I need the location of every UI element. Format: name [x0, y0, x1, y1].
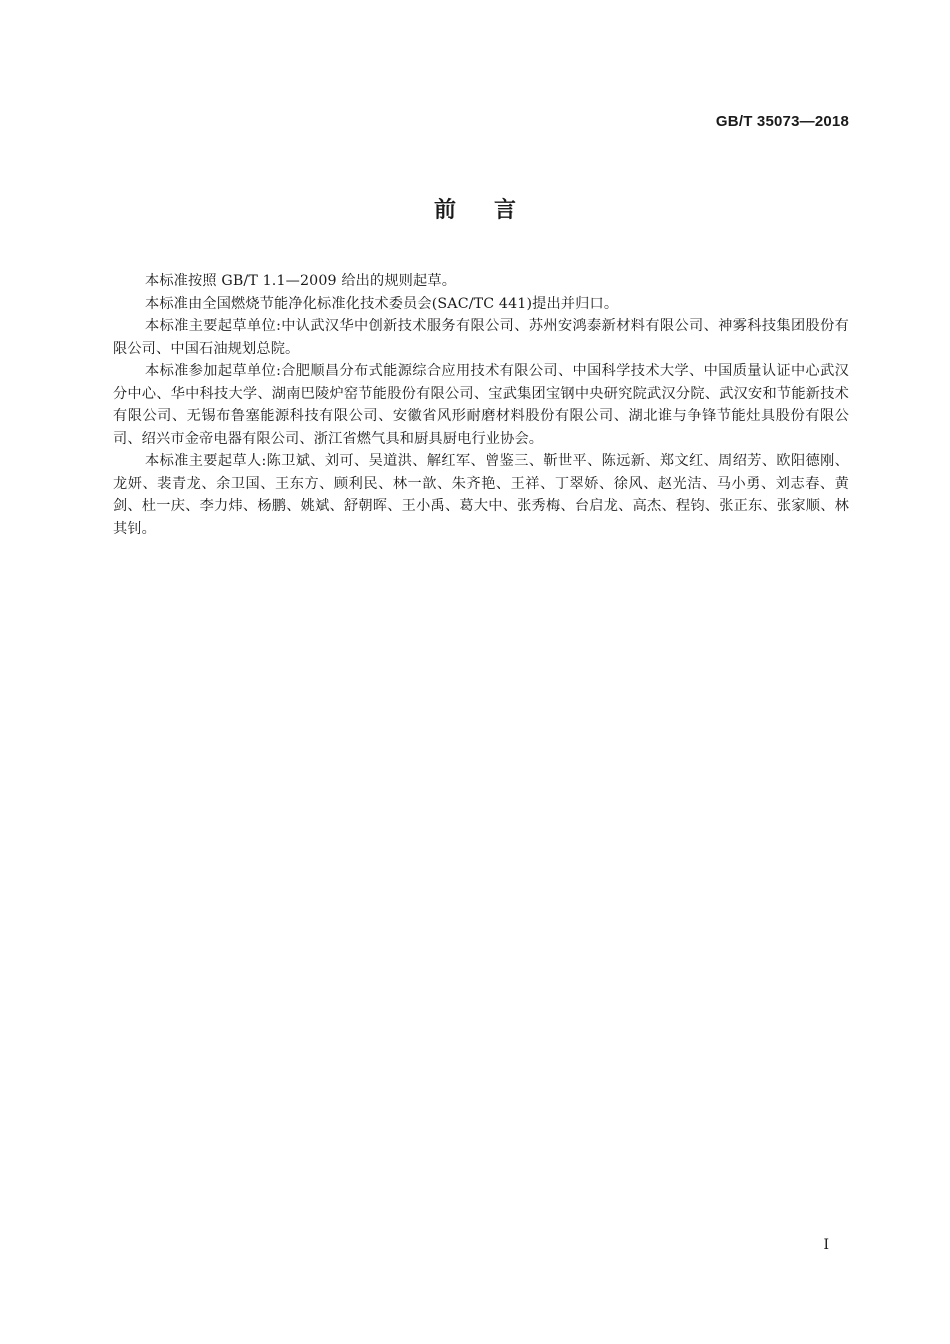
paragraph-participating-units: 本标准参加起草单位:合肥顺昌分布式能源综合应用技术有限公司、中国科学技术大学、中国质量认证中心武汉分中心、华中科技大学、湖南巴陵炉窑节能股份有限公司、宝武集团宝钢中央研究院武汉分院、武汉安和节能新技术有限公司、无锡布鲁塞能源科技有限公司、安徽省风形耐磨材料股份有限公司、湖北谁与争锋节能灶具股份有限公司、绍兴市金帝电器有限公司、浙江省燃气具和厨具厨电行业协会。: [113, 363, 849, 447]
paragraph-main-drafters: 本标准主要起草人:陈卫斌、刘可、吴道洪、解红军、曾鉴三、靳世平、陈远新、郑文红、周绍芳、欧阳德刚、龙妍、裴青龙、余卫国、王东方、顾利民、林一歆、朱齐艳、王祥、丁翠娇、徐风、赵光洁、马小勇、刘志春、黄剑、杜一庆、李力炜、杨鹏、姚斌、舒朝晖、王小禹、葛大中、张秀梅、台启龙、高杰、程钧、张正东、张家顺、林其钊。: [113, 453, 849, 537]
paragraph-drafting-rules: 本标准按照 GB/T 1.1—2009 给出的规则起草。: [145, 273, 457, 289]
paragraph-proposer: 本标准由全国燃烧节能净化标准化技术委员会(SAC/TC 441)提出并归口。: [145, 295, 619, 312]
page-title: 前言: [433, 198, 554, 223]
standard-code: GB/T 35073—2018: [715, 113, 849, 130]
foreword-body: [113, 270, 849, 540]
paragraph-main-drafting-units: 本标准主要起草单位:中认武汉华中创新技术服务有限公司、苏州安鸿泰新材料有限公司、神雾科技集团股份有限公司、中国石油规划总院。: [113, 318, 849, 357]
page-number: I: [823, 1237, 829, 1253]
